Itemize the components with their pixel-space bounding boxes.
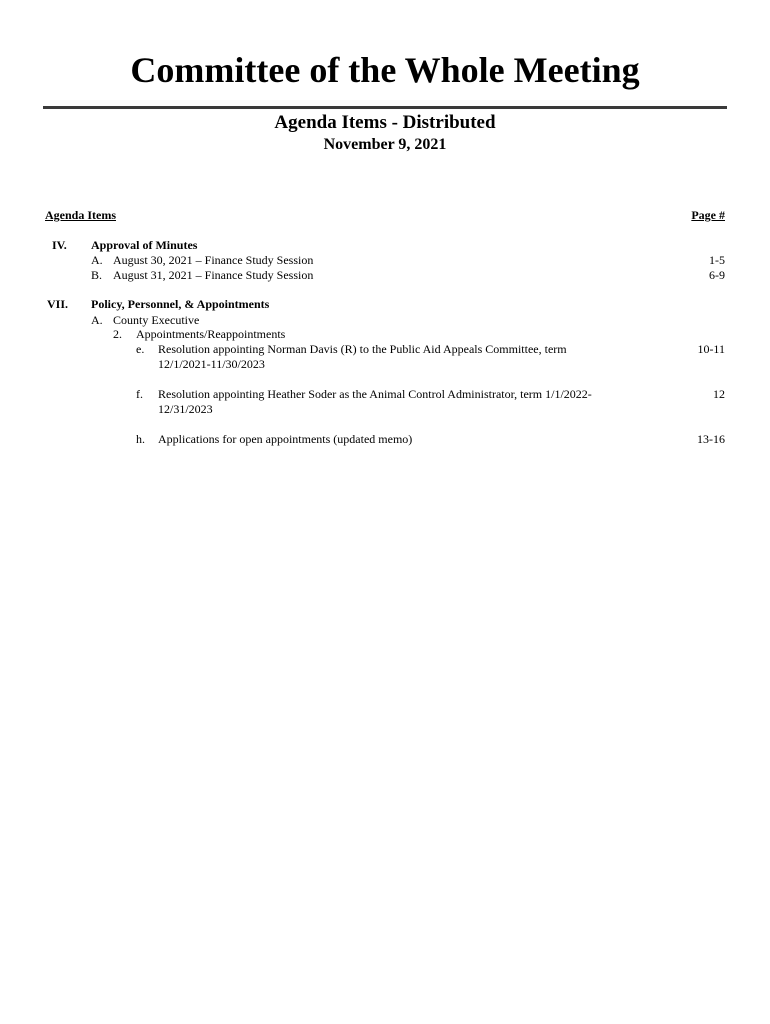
document-title: Committee of the Whole Meeting [130,50,640,90]
section-heading: Policy, Personnel, & Appointments [91,297,270,311]
item-text-line: 12/31/2023 [158,402,213,416]
section-heading: Approval of Minutes [91,238,198,252]
item-marker: A. [91,253,103,267]
column-header-agenda-items: Agenda Items [45,208,116,222]
item-text: August 30, 2021 – Finance Study Session [113,253,314,267]
sub-subsection-marker: 2. [113,327,122,341]
section-numeral: IV. [52,238,67,252]
item-page: 1-5 [709,253,725,267]
subsection-marker: A. [91,313,103,327]
item-page: 10-11 [697,342,725,356]
item-marker: h. [136,432,145,446]
item-text-line: Resolution appointing Norman Davis (R) to the Public Aid Appeals Committee, term [158,342,567,356]
item-page: 13-16 [697,432,725,446]
column-header-page-number: Page # [691,208,725,222]
document-subtitle: Agenda Items - Distributed [274,112,496,133]
meeting-date: November 9, 2021 [323,136,447,153]
item-text-line: Applications for open appointments (updated memo) [158,432,413,446]
item-marker: f. [136,387,143,401]
title-divider [43,106,727,109]
item-page: 6-9 [709,268,725,282]
item-text-line: 12/1/2021-11/30/2023 [158,357,265,371]
section-numeral: VII. [47,297,69,311]
item-text-line: Resolution appointing Heather Soder as the Animal Control Administrator, term 1/1/2022- [158,387,592,401]
item-text: August 31, 2021 – Finance Study Session [113,268,314,282]
item-marker: e. [136,342,145,356]
item-page: 12 [713,387,725,401]
sub-subsection-text: Appointments/Reappointments [136,327,286,341]
item-marker: B. [91,268,103,282]
subsection-text: County Executive [113,313,200,327]
